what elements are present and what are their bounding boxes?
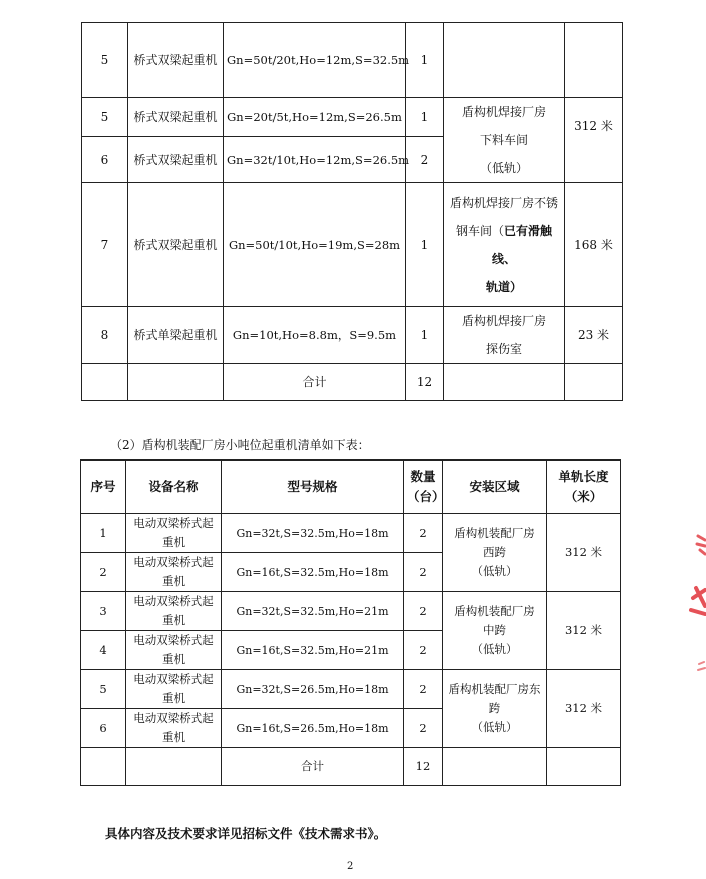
table-row bbox=[82, 183, 623, 307]
table-row bbox=[81, 514, 621, 553]
header-no: 序号 bbox=[81, 460, 126, 514]
cell-name: 电动双梁桥式起 重机 bbox=[126, 592, 222, 631]
area-line: 盾构机焊接厂房 bbox=[461, 314, 546, 328]
cell-name: 电动双梁桥式起 重机 bbox=[126, 514, 222, 553]
cell-spec: Gn=32t,S=32.5m,Ho=21m bbox=[222, 592, 404, 631]
crane-list-table-2 bbox=[80, 459, 621, 786]
area-text-bold: 已有滑触线、 bbox=[491, 223, 553, 266]
total-label: 合计 bbox=[222, 748, 404, 786]
seal-mark bbox=[691, 588, 705, 614]
cell-qty: 2 bbox=[404, 553, 443, 592]
cell-name: 桥式双梁起重机 bbox=[128, 137, 224, 183]
cell-qty: 2 bbox=[404, 514, 443, 553]
cell-qty: 2 bbox=[406, 137, 444, 183]
cell-area bbox=[444, 23, 565, 98]
header-row bbox=[81, 460, 621, 514]
area-line: （低轨） bbox=[479, 161, 528, 175]
cell-area bbox=[444, 183, 565, 307]
cell-spec: Gn=50t/20t,Ho=12m,S=32.5m bbox=[224, 23, 406, 98]
cell-area bbox=[444, 307, 565, 364]
cell-name: 桥式单梁起重机 bbox=[128, 307, 224, 364]
cell-qty: 1 bbox=[406, 23, 444, 98]
cell-name: 桥式双梁起重机 bbox=[128, 23, 224, 98]
cell-spec: Gn=32t,S=32.5m,Ho=18m bbox=[222, 514, 404, 553]
cell-no: 3 bbox=[81, 592, 126, 631]
crane-list-table-1 bbox=[81, 22, 623, 401]
table-row bbox=[82, 307, 623, 364]
area-line: 盾构机焊接厂房 bbox=[461, 105, 546, 119]
cell-no: 1 bbox=[81, 514, 126, 553]
cell-name: 电动双梁桥式起 重机 bbox=[126, 553, 222, 592]
cell-spec: Gn=16t,S=32.5m,Ho=18m bbox=[222, 553, 404, 592]
cell-qty: 2 bbox=[404, 631, 443, 670]
area-line: 轨道） bbox=[485, 279, 522, 294]
table-row bbox=[82, 98, 623, 137]
total-row bbox=[81, 748, 621, 786]
page-number: 2 bbox=[347, 861, 354, 872]
cell-name: 桥式双梁起重机 bbox=[128, 98, 224, 137]
cell-area: 盾构机装配厂房 中跨 （低轨） bbox=[443, 592, 547, 670]
table-caption: （2）盾构机装配厂房小吨位起重机清单如下表： bbox=[110, 438, 370, 452]
seal-stamp bbox=[688, 528, 706, 678]
cell-length: 23 米 bbox=[565, 307, 623, 364]
table-row bbox=[82, 23, 623, 98]
cell-spec: Gn=16t,S=26.5m,Ho=18m bbox=[222, 709, 404, 748]
cell-qty: 1 bbox=[406, 183, 444, 307]
cell-length: 312 米 bbox=[547, 514, 621, 592]
cell-length: 312 米 bbox=[547, 592, 621, 670]
cell-area: 盾构机装配厂房 西跨 （低轨） bbox=[443, 514, 547, 592]
cell-spec: Gn=50t/10t,Ho=19m,S=28m bbox=[224, 183, 406, 307]
area-line bbox=[447, 217, 561, 273]
seal-mark bbox=[698, 662, 705, 670]
cell-no: 2 bbox=[81, 553, 126, 592]
cell-length: 312 米 bbox=[565, 98, 623, 183]
header-qty: 数量 （台） bbox=[404, 460, 443, 514]
cell-length: 168 米 bbox=[565, 183, 623, 307]
header-area: 安装区域 bbox=[443, 460, 547, 514]
cell-name: 电动双梁桥式起 重机 bbox=[126, 709, 222, 748]
cell-no: 5 bbox=[82, 98, 128, 137]
cell-qty: 2 bbox=[404, 709, 443, 748]
total-label: 合计 bbox=[224, 364, 406, 401]
area-line: 盾构机焊接厂房不锈 bbox=[449, 195, 558, 210]
cell-no: 8 bbox=[82, 307, 128, 364]
cell-no: 5 bbox=[82, 23, 128, 98]
area-line: 下料车间 bbox=[479, 133, 528, 147]
total-qty: 12 bbox=[404, 748, 443, 786]
area-line: 探伤室 bbox=[485, 342, 522, 356]
cell-length bbox=[565, 23, 623, 98]
cell-qty: 1 bbox=[406, 307, 444, 364]
cell-length: 312 米 bbox=[547, 670, 621, 748]
cell-spec: Gn=32t,S=26.5m,Ho=18m bbox=[222, 670, 404, 709]
total-qty: 12 bbox=[406, 364, 444, 401]
cell-area bbox=[444, 98, 565, 183]
cell-name: 电动双梁桥式起 重机 bbox=[126, 670, 222, 709]
note-text: 具体内容及技术要求详见招标文件《技术需求书》。 bbox=[105, 826, 387, 841]
cell-name: 电动双梁桥式起 重机 bbox=[126, 631, 222, 670]
cell-qty: 2 bbox=[404, 592, 443, 631]
cell-no: 5 bbox=[81, 670, 126, 709]
cell-spec: Gn=10t,Ho=8.8m，S=9.5m bbox=[224, 307, 406, 364]
cell-no: 6 bbox=[81, 709, 126, 748]
table-row bbox=[81, 670, 621, 709]
cell-spec: Gn=32t/10t,Ho=12m,S=26.5m bbox=[224, 137, 406, 183]
header-length: 单轨长度 （米） bbox=[547, 460, 621, 514]
cell-qty: 2 bbox=[404, 670, 443, 709]
cell-spec: Gn=16t,S=32.5m,Ho=21m bbox=[222, 631, 404, 670]
header-name: 设备名称 bbox=[126, 460, 222, 514]
area-text: 钢车间（ bbox=[455, 223, 504, 238]
cell-qty: 1 bbox=[406, 98, 444, 137]
cell-no: 4 bbox=[81, 631, 126, 670]
cell-name: 桥式双梁起重机 bbox=[128, 183, 224, 307]
total-row bbox=[82, 364, 623, 401]
seal-mark bbox=[697, 536, 705, 554]
cell-area: 盾构机装配厂房东 跨 （低轨） bbox=[443, 670, 547, 748]
cell-no: 6 bbox=[82, 137, 128, 183]
cell-no: 7 bbox=[82, 183, 128, 307]
header-spec: 型号规格 bbox=[222, 460, 404, 514]
table-row bbox=[81, 592, 621, 631]
cell-spec: Gn=20t/5t,Ho=12m,S=26.5m bbox=[224, 98, 406, 137]
